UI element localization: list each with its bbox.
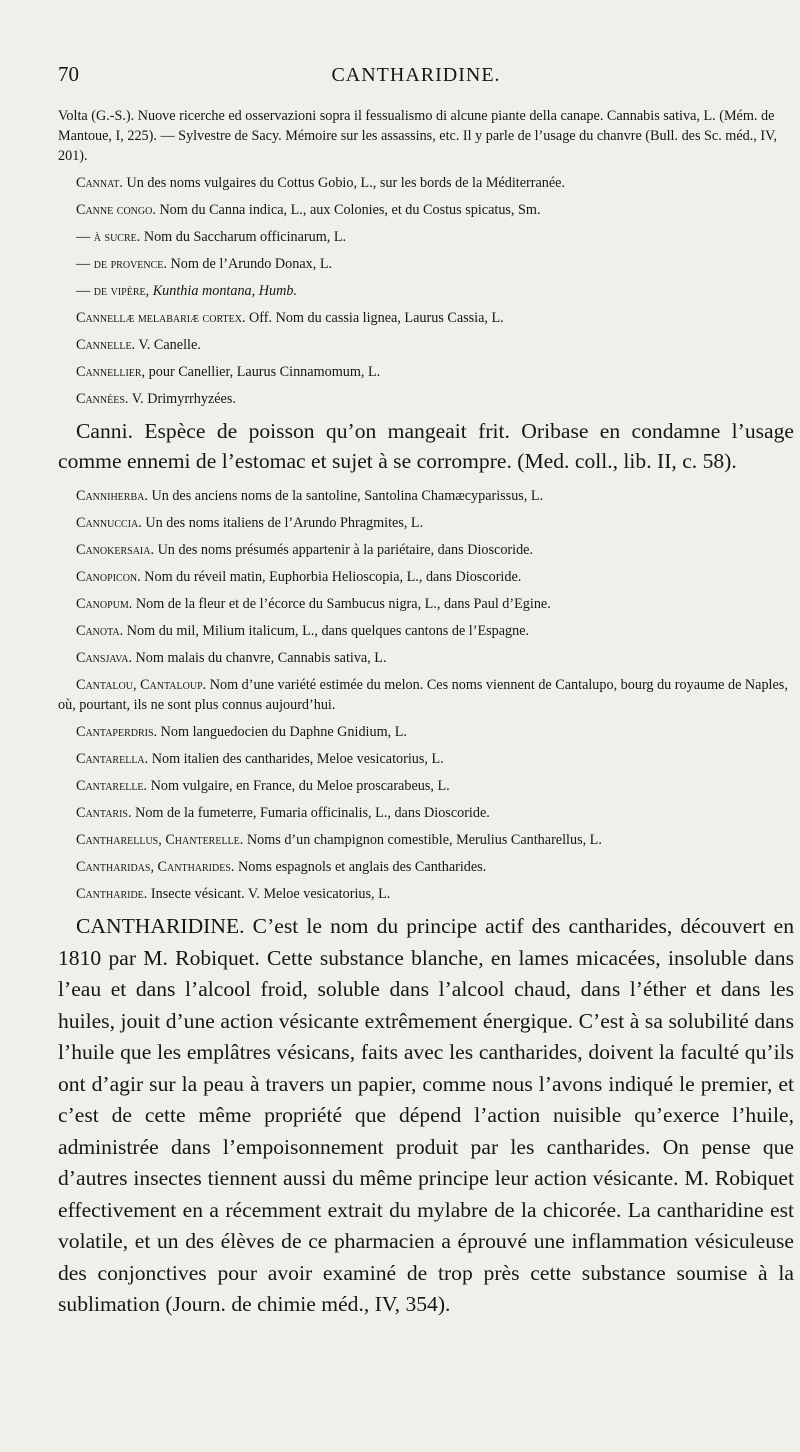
entry-cantaris: Cantaris. Nom de la fumeterre, Fumaria officinalis, L., dans Dioscoride. <box>76 805 490 821</box>
entry-cansjava: Cansjava. Nom malais du chanvre, Cannabis sativa, L. <box>76 650 387 666</box>
entry-cantarella: Cantarella. Nom italien des cantharides, Meloe vesicatorius, L. <box>76 751 444 767</box>
entry-cantarelle: Cantarelle. Nom vulgaire, en France, du Meloe proscarabeus, L. <box>76 778 450 794</box>
entry-cantharellus: Cantharellus, Chanterelle. Noms d’un champignon comestible, Merulius Cantharellus, L. <box>76 832 602 848</box>
entry-cannat: Cannat. Un des noms vulgaires du Cottus Gobio, L., sur les bords de la Méditerranée. <box>76 175 566 191</box>
running-title: CANTHARIDINE. <box>331 64 501 86</box>
entry-canni: Canni. Espèce de poisson qu’on mangeait frit. Oribase en condamne l’usage comme ennemi de l’estomac et sujet à se corrompre. (Med. coll., lib. II, c. 58). <box>58 419 794 473</box>
entry-canopum: Canopum. Nom de la fleur et de l’écorce du Sambucus nigra, L., dans Paul d’Egine. <box>76 596 551 612</box>
small-entries-middle <box>58 486 794 904</box>
volta-reference: Volta (G.-S.). Nuove ricerche ed osservazioni sopra il fessualismo di alcune piante della canape. Cannabis sativa, L. (Mém. de Mantoue, I, 225). — Sylvestre de Sacy. Mémoire sur les assassins, etc. Il y parle de l’usage du chanvre (Bull. des Sc. méd., IV, 201). <box>58 108 778 164</box>
entry-cantharidine <box>58 911 794 1321</box>
entry-cannuccia: Cannuccia. Un des noms italiens de l’Arundo Phragmites, L. <box>76 515 424 531</box>
entry-cannellier: Cannellier, pour Canellier, Laurus Cinnamomum, L. <box>76 364 381 380</box>
entry-cantharidas: Cantharidas, Cantharides. Noms espagnols et anglais des Cantharides. <box>76 859 487 875</box>
entry-canopicon: Canopicon. Nom du réveil matin, Euphorbia Helioscopia, L., dans Dioscoride. <box>76 569 522 585</box>
page-header <box>58 62 794 102</box>
entry-cantalou: Cantalou, Cantaloup. Nom d’une variété estimée du melon. Ces noms viennent de Cantalupo, bourg du royaume de Naples, où, pourtant, ils ne sont plus connus aujourd’hui. <box>58 677 788 713</box>
entry-canniherba: Canniherba. Un des anciens noms de la santoline, Santolina Chamæcyparissus, L. <box>76 488 544 504</box>
entry-cannellae: Cannellæ melabariæ cortex. Off. Nom du cassia lignea, Laurus Cassia, L. <box>76 310 504 326</box>
entry-cantaperdris: Cantaperdris. Nom languedocien du Daphne Gnidium, L. <box>76 724 407 740</box>
entry-cannees: Cannées. V. Drimyrrhyzées. <box>76 391 236 407</box>
entry-canne-vipere: — de vipère, Kunthia montana, Humb. <box>76 283 297 299</box>
cantharidine-text: C’est le nom du principe actif des cantharides, découvert en 1810 par M. Robiquet. Cette substance blanche, en lames micacées, insoluble dans l’eau et dans l’alcool froid, soluble dans l’alcool chaud, dans l’éther et dans les huiles, jouit d’une action vésicante extrêmement énergique. C’est à sa solubilité dans l’huile que les emplâtres vésicans, faits avec les cantharides, doivent la faculté qu’ils ont d’agir sur la peau à travers un papier, comme nous l’avons indiqué le premier, et c’est de cette même propriété que dépend l’action nuisible qu’exerce l’huile, administrée dans l’empoisonnement produit par les cantharides. On pense que d’autres insectes tiennent aussi du même principe leur action vésicante. M. Robiquet effectivement en a récemment extrait du mylabre de la chicorée. La cantharidine est volatile, et un des élèves de ce pharmacien a éprouvé une inflammation vésiculeuse des conjonctives pour avoir examiné de trop près cette substance soumise à la sublimation (Journ. de chimie méd., IV, 354). <box>58 914 794 1316</box>
entry-canne-sucre: — à sucre. Nom du Saccharum officinarum, L. <box>76 229 347 245</box>
entry-canne-provence: — de provence. Nom de l’Arundo Donax, L. <box>76 256 333 272</box>
entry-canne-congo: Canne congo. Nom du Canna indica, L., aux Colonies, et du Costus spicatus, Sm. <box>76 202 541 218</box>
entry-canota: Canota. Nom du mil, Milium italicum, L., dans quelques cantons de l’Espagne. <box>76 623 530 639</box>
cantharidine-headword: CANTHARIDINE. <box>76 914 245 938</box>
entry-canokersaia: Canokersaia. Un des noms présumés appartenir à la pariétaire, dans Dioscoride. <box>76 542 534 558</box>
small-entries-top <box>58 106 794 409</box>
entry-cannelle: Cannelle. V. Canelle. <box>76 337 201 353</box>
page-number: 70 <box>58 62 79 86</box>
entry-cantharide: Cantharide. Insecte vésicant. V. Meloe vesicatorius, L. <box>76 886 391 902</box>
